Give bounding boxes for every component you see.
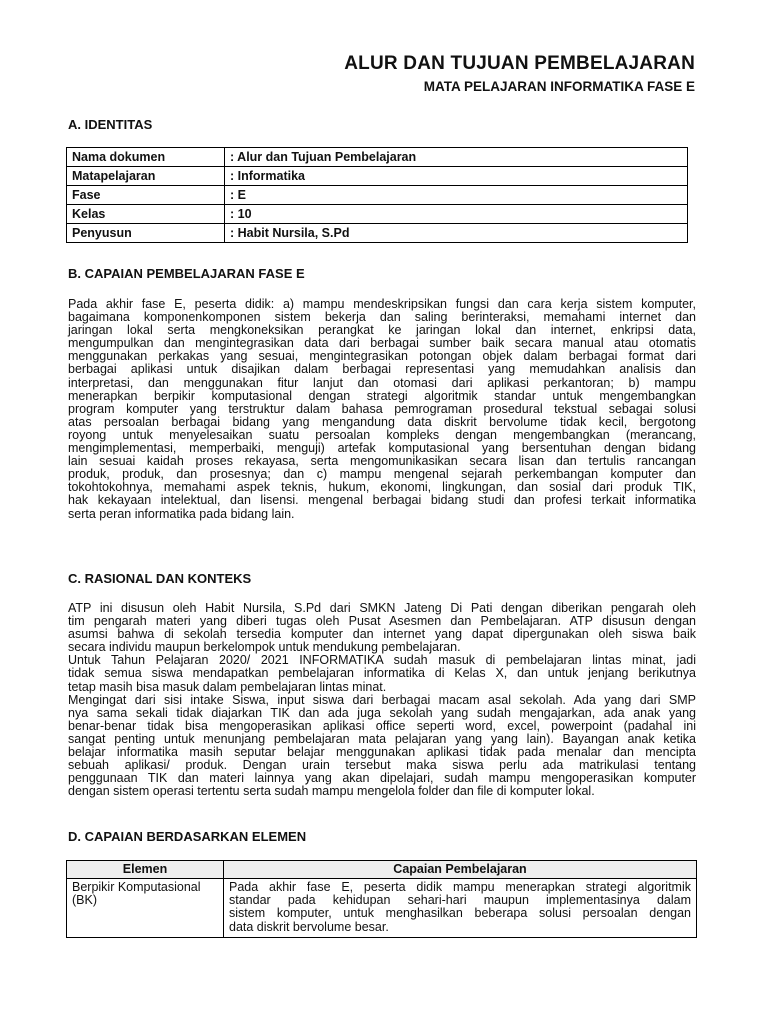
- paragraph-line: penggunaan TIK dan materi lainnya yang akan dipelajari, sudah mampu mengoperasikan komputer: [68, 771, 696, 786]
- identity-label: Kelas: [67, 205, 225, 224]
- capaian-line: Pada akhir fase E, peserta didik mampu menerapkan strategi algoritmik: [229, 880, 691, 894]
- paragraph-line: dengan sistem operasi tertentu serta sudah mampu mengelola folder dan file di komputer lokal.: [68, 784, 595, 799]
- paragraph-line: mengumpulkan dan mengintegrasikan data dari berbagai sumber baik secara manual atau otomatis: [68, 336, 696, 351]
- identity-value: : Habit Nursila, S.Pd: [225, 224, 688, 243]
- paragraph-line: Untuk Tahun Pelajaran 2020/ 2021 INFORMATIKA sudah masuk di pembelajaran lintas minat, jadi: [68, 653, 696, 668]
- table-header-row: [67, 861, 697, 879]
- column-header-elemen: Elemen: [67, 861, 224, 879]
- paragraph-line: tim pengarah materi yang diberi tugas oleh Pusat Asesmen dan Pembelajaran. ATP disusun dengan: [68, 614, 696, 629]
- column-header-capaian: Capaian Pembelajaran: [224, 861, 697, 879]
- section-b-heading: B. CAPAIAN PEMBELAJARAN FASE E: [68, 266, 305, 281]
- paragraph-line: asumsi bahwa di sekolah tersedia komputer dan internet yang dapat dipergunakan oleh siswa baik: [68, 627, 696, 642]
- paragraph-line: Pada akhir fase E, peserta didik: a) mampu mendeskripsikan fungsi dan cara kerja sistem komputer,: [68, 297, 696, 311]
- paragraph-line: tokohtokohnya, memahami aspek teknis, hukum, ekonomi, lingkungan, dan sosial dari produk TIK,: [68, 480, 696, 495]
- elemen-line: Berpikir Komputasional: [72, 880, 201, 894]
- identity-label: Matapelajaran: [67, 167, 225, 186]
- identity-label: Penyusun: [67, 224, 225, 243]
- capaian-line: standar pada kehidupan sehari-hari maupun implementasinya dalam: [229, 893, 691, 908]
- table-row: [67, 879, 697, 938]
- paragraph-line: lain sesuai kaidah proses rekayasa, serta mengomunikasikan secara lisan dan tertulis rancangan: [68, 454, 696, 469]
- identity-value: : 10: [225, 205, 688, 224]
- paragraph-line: atas persoalan berbagai bidang yang mengandung data diskrit bervolume tidak kecil, bergotong: [68, 414, 696, 429]
- paragraph-line: hak kekayaan intelektual, dan lisensi. mengenal berbagai bidang studi dan profesi terkait informatika: [68, 493, 696, 508]
- paragraph-line: tidak semua siswa mendapatkan pembelajaran informatika di Kelas X, dan untuk jenjang berikutnya: [68, 666, 696, 681]
- paragraph-line: interpretasi, dan menggunakan fitur lanjut dan otomasi dari aplikasi perkantoran; b) mampu: [68, 375, 696, 390]
- paragraph-line: menggunakan perkakas yang sesuai, mengintegrasikan potongan objek dalam berbagai format dari: [68, 349, 696, 364]
- paragraph-line: sebuah aplikasi/ produk. Dengan urain tersebut maka siswa perlu ada matrikulasi tentang: [68, 758, 696, 773]
- identity-value: : Informatika: [225, 167, 688, 186]
- document-subtitle: MATA PELAJARAN INFORMATIKA FASE E: [423, 79, 695, 94]
- section-b-paragraph: [68, 298, 696, 521]
- identity-table: [66, 147, 688, 243]
- section-d-heading: D. CAPAIAN BERDASARKAN ELEMEN: [68, 829, 307, 844]
- paragraph-line: mengimplementasi, memperbaiki, menguji) artefak komputasional yang bersentuhan dengan bidang: [68, 441, 696, 456]
- paragraph-line: serta peran informatika pada bidang lain.: [68, 506, 295, 521]
- paragraph-line: jaringan lokal serta mengkoneksikan perangkat ke jaringan lokal dan internet, enkripsi data,: [68, 323, 696, 338]
- paragraph-line: produk, produk, dan prosesnya; dan c) mampu mengenal sejarah perkembangan komputer dan: [68, 467, 696, 482]
- paragraph-line: tetap masih bisa masuk dalam pembelajaran lintas minat.: [68, 679, 387, 694]
- paragraph-line: belajar informatika masih seputar belajar menggunakan aplikasi tidak pada menalar dan mencipta: [68, 745, 696, 760]
- identity-label: Fase: [67, 186, 225, 205]
- paragraph-line: berbagai aplikasi untuk disajikan dalam berbagai representasi yang memudahkan analisis dan: [68, 362, 696, 377]
- capaian-line: sistem komputer, untuk menghasilkan beberapa solusi persoalan dengan: [229, 906, 691, 921]
- paragraph-line: benar-benar tidak bisa mengoperasikan aplikasi office seperti word, excel, powerpoint (padahal ini: [68, 718, 696, 733]
- paragraph-line: bagaimana komponenkomponen sistem bekerja dan saling berinteraksi, memahami internet dan: [68, 310, 696, 325]
- elemen-cell: [67, 879, 224, 938]
- elemen-line: (BK): [72, 893, 97, 908]
- paragraph-line: menerapkan berpikir komputasional dengan strategi algoritmik standar untuk mengembangkan: [68, 388, 696, 403]
- section-a-heading: A. IDENTITAS: [68, 117, 153, 132]
- document-title: ALUR DAN TUJUAN PEMBELAJARAN: [344, 53, 695, 74]
- paragraph-line: program komputer yang terstruktur dalam bahasa pemrograman prosedural tekstual sebagai solusi: [68, 401, 696, 416]
- paragraph-line: Mengingat dari sisi intake Siswa, input siswa dari berbagai macam asal sekolah. Ada yang dari SMP: [68, 692, 696, 707]
- paragraph-line: royong untuk menyelesaikan suatu persoalan kompleks dengan mengembangkan (merancang,: [68, 427, 696, 442]
- paragraph-line: secara individu maupun berkelompok untuk mendukung pembelajaran.: [68, 640, 461, 655]
- table-row: [67, 167, 688, 186]
- capaian-line: data diskrit bervolume besar.: [229, 919, 389, 934]
- identity-value: : E: [225, 186, 688, 205]
- paragraph-line: nya sama sekali tidak diajarkan TIK dan ada juga sekolah yang sudah mengajarkan, ada anak yang: [68, 705, 696, 720]
- capaian-cell: [224, 879, 697, 938]
- table-row: [67, 186, 688, 205]
- identity-value: : Alur dan Tujuan Pembelajaran: [225, 148, 688, 167]
- paragraph-line: sangat penting untuk menunjang pembelajaran mata pelajaran yang yang lain). Bayangan anak ketika: [68, 731, 696, 746]
- elements-table: [66, 860, 697, 938]
- table-row: [67, 205, 688, 224]
- table-row: [67, 224, 688, 243]
- table-row: [67, 148, 688, 167]
- paragraph-line: ATP ini disusun oleh Habit Nursila, S.Pd dari SMKN Jateng Di Pati dengan diberikan pengarah oleh: [68, 601, 696, 615]
- section-c-heading: C. RASIONAL DAN KONTEKS: [68, 571, 252, 586]
- section-c-paragraph: [68, 602, 696, 798]
- identity-label: Nama dokumen: [67, 148, 225, 167]
